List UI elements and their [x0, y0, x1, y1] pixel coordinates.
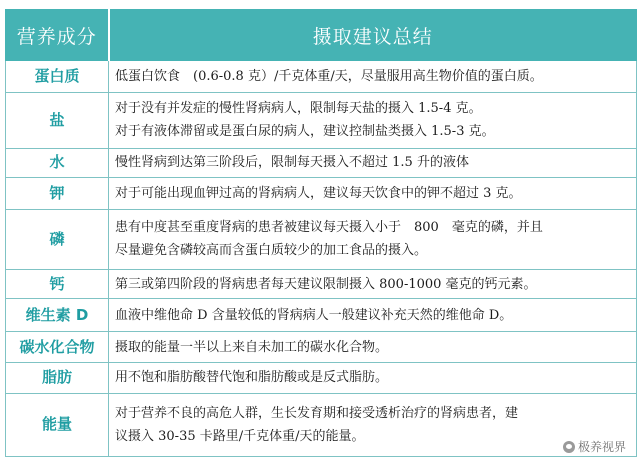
nutrient-cell: 钾 — [6, 178, 109, 210]
advice-cell — [109, 178, 637, 210]
header-nutrient: 营养成分 — [6, 10, 109, 61]
nutrition-table — [5, 9, 637, 457]
advice-cell — [109, 393, 637, 457]
watermark — [563, 438, 626, 455]
advice-cell — [109, 269, 637, 299]
advice-line: 第三或第四阶段的肾病患者每天建议限制摄入 800-1000 毫克的钙元素。 — [115, 276, 537, 292]
nutrient-cell: 能量 — [6, 393, 109, 457]
table-row — [6, 178, 637, 210]
advice-line: 对于有液体滞留或是蛋白尿的病人，建议控制盐类摄入 1.5-3 克。 — [115, 124, 495, 140]
table-row — [6, 92, 637, 148]
table-row — [6, 269, 637, 299]
table-row — [6, 332, 637, 363]
nutrient-cell: 钙 — [6, 269, 109, 299]
advice-line: 低蛋白饮食 (0.6-0.8 克）/千克体重/天，尽量服用高生物价值的蛋白质。 — [115, 68, 543, 84]
nutrient-cell: 盐 — [6, 92, 109, 148]
watermark-text: 极养视界 — [577, 440, 626, 454]
nutrient-cell: 碳水化合物 — [6, 332, 109, 363]
advice-line: 摄取的能量一半以上来自未加工的碳水化合物。 — [115, 339, 389, 355]
advice-line: 尽量避免含磷较高而含蛋白质较少的加工食品的摄入。 — [115, 243, 428, 259]
advice-cell — [109, 209, 637, 269]
nutrient-cell: 水 — [6, 148, 109, 178]
advice-line: 用不饱和脂肪酸替代饱和脂肪酸或是反式脂肪。 — [115, 370, 389, 386]
advice-line: 血液中维他命 D 含量较低的肾病病人一般建议补充天然的维他命 D。 — [115, 307, 513, 323]
nutrient-cell: 维生素 D — [6, 299, 109, 332]
nutrient-cell: 蛋白质 — [6, 61, 109, 93]
table-row — [6, 393, 637, 457]
nutrient-cell: 磷 — [6, 209, 109, 269]
advice-line: 对于没有并发症的慢性肾病病人，限制每天盐的摄入 1.5-4 克。 — [115, 101, 482, 117]
advice-line: 对于可能出现血钾过高的肾病病人，建议每天饮食中的钾不超过 3 克。 — [115, 185, 522, 201]
advice-cell — [109, 332, 637, 363]
nutrient-cell: 脂肪 — [6, 362, 109, 393]
table-row — [6, 148, 637, 178]
table-row — [6, 362, 637, 393]
advice-cell — [109, 299, 637, 332]
table-row — [6, 209, 637, 269]
advice-line: 对于营养不良的高危人群，生长发育期和接受透析治疗的肾病患者，建 — [115, 405, 519, 421]
advice-cell — [109, 362, 637, 393]
advice-line: 慢性肾病到达第三阶段后，限制每天摄入不超过 1.5 升的液体 — [115, 155, 469, 171]
table-row — [6, 299, 637, 332]
header-advice: 摄取建议总结 — [109, 10, 637, 61]
advice-line: 议摄入 30-35 卡路里/千克体重/天的能量。 — [115, 428, 365, 444]
wechat-icon — [563, 441, 575, 453]
table-header-row — [6, 10, 637, 61]
advice-cell — [109, 92, 637, 148]
advice-cell — [109, 61, 637, 93]
table-row — [6, 61, 637, 93]
advice-cell — [109, 148, 637, 178]
advice-line: 患有中度甚至重度肾病的患者被建议每天摄入小于 800 毫克的磷，并且 — [115, 220, 543, 236]
